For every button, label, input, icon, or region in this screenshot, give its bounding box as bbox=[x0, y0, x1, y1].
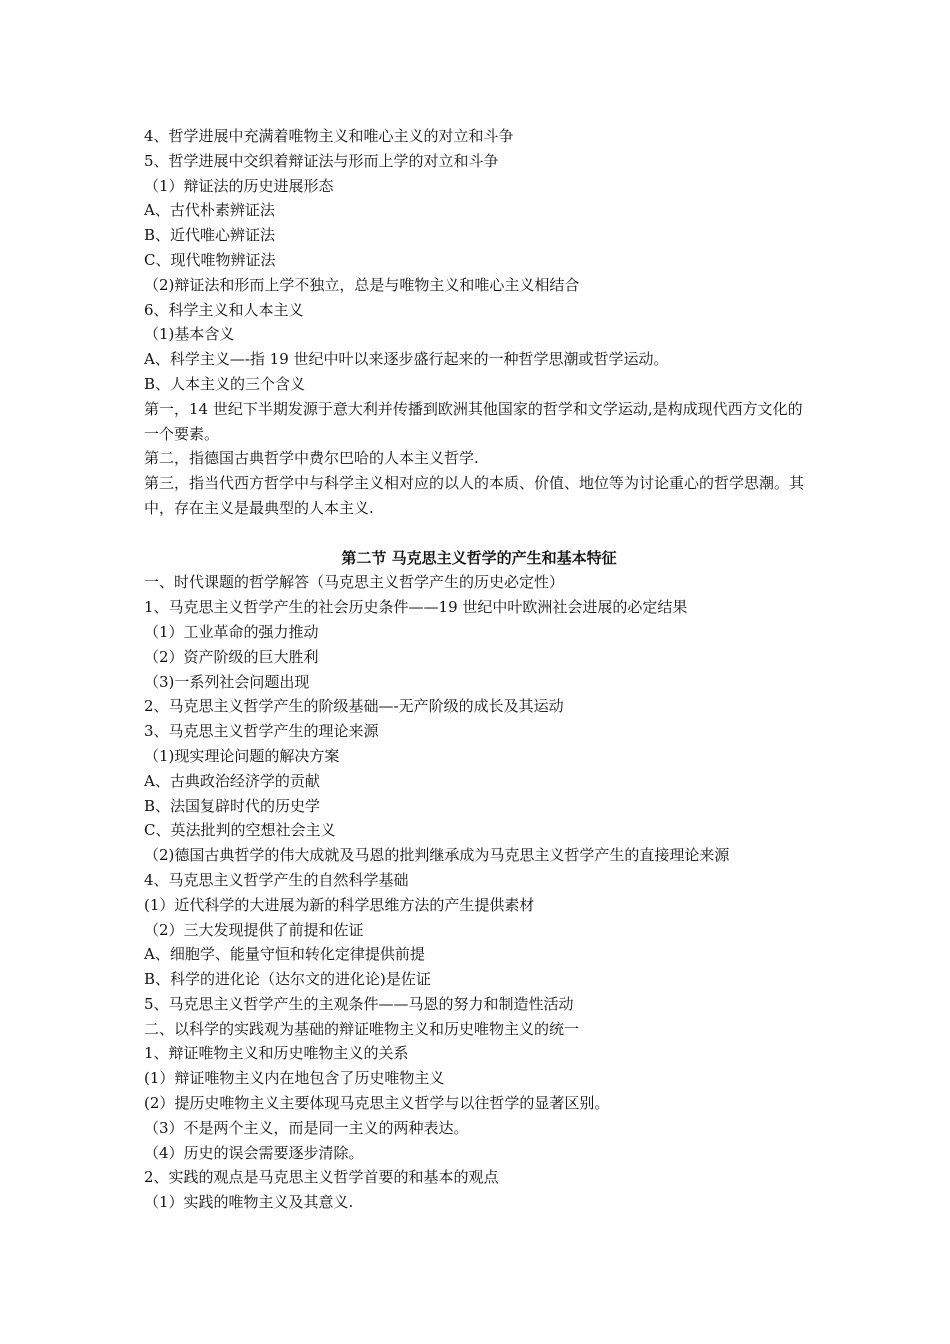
text-line: C、现代唯物辨证法 bbox=[144, 250, 276, 269]
section-heading: 第二节 马克思主义哲学的产生和基本特征 bbox=[341, 548, 617, 567]
text-line: （1）辩证法的历史进展形态 bbox=[144, 176, 334, 195]
text-line: （2)辩证法和形而上学不独立，总是与唯物主义和唯心主义相结合 bbox=[144, 275, 580, 294]
text-paragraph: 第一，14 世纪下半期发源于意大利并传播到欧洲其他国家的哲学和文学运动,是构成现代西方文化的一个要素。 bbox=[144, 399, 803, 443]
text-line: （4）历史的误会需要逐步清除。 bbox=[144, 1143, 364, 1162]
text-line: 5、哲学进展中交织着辩证法与形而上学的对立和斗争 bbox=[144, 151, 499, 170]
text-line: C、英法批判的空想社会主义 bbox=[144, 821, 336, 840]
text-paragraph: 第三，指当代西方哲学中与科学主义相对应的以人的本质、价值、地位等为讨论重心的哲学思潮。其中，存在主义是最典型的人本主义. bbox=[144, 474, 805, 517]
text-line: 一、时代课题的哲学解答（马克思主义哲学产生的历史必定性） bbox=[144, 573, 565, 592]
blank-line bbox=[144, 521, 814, 546]
text-line: 3、马克思主义哲学产生的理论来源 bbox=[144, 722, 379, 741]
text-line: 5、马克思主义哲学产生的主观条件——马恩的努力和制造性活动 bbox=[144, 994, 574, 1013]
text-line: (1）辩证唯物主义内在地包含了历史唯物主义 bbox=[144, 1069, 445, 1088]
text-line: 2、马克思主义哲学产生的阶级基础—-无产阶级的成长及其运动 bbox=[144, 697, 564, 716]
text-line: B、近代唯心辨证法 bbox=[144, 226, 276, 245]
text-line: 第二，指德国古典哲学中费尔巴哈的人本主义哲学. bbox=[144, 449, 479, 468]
text-line: （2）三大发现提供了前提和佐证 bbox=[144, 920, 364, 939]
text-line: A、古典政治经济学的贡献 bbox=[144, 771, 320, 790]
text-line: （3)一系列社会问题出现 bbox=[144, 672, 310, 691]
text-line: （2）资产阶级的巨大胜利 bbox=[144, 647, 319, 666]
text-line: 1、辩证唯物主义和历史唯物主义的关系 bbox=[144, 1044, 409, 1063]
text-line: （1)现实理论问题的解决方案 bbox=[144, 746, 340, 765]
text-line: A、细胞学、能量守恒和转化定律提供前提 bbox=[144, 945, 425, 964]
text-line: 二、以科学的实践观为基础的辩证唯物主义和历史唯物主义的统一 bbox=[144, 1019, 580, 1038]
text-line: A、古代朴素辨证法 bbox=[144, 201, 275, 220]
text-line: 6、科学主义和人本主义 bbox=[144, 300, 304, 319]
text-line: (2）提历史唯物主义主要体现马克思主义哲学与以往哲学的显著区别。 bbox=[144, 1094, 610, 1113]
text-line: （1）工业革命的强力推动 bbox=[144, 622, 319, 641]
text-line: （1）实践的唯物主义及其意义. bbox=[144, 1193, 354, 1212]
text-line: （2)德国古典哲学的伟大成就及马恩的批判继承成为马克思主义哲学产生的直接理论来源 bbox=[144, 846, 730, 865]
text-line: （1)基本含义 bbox=[144, 325, 235, 344]
text-line: （3）不是两个主义，而是同一主义的两种表达。 bbox=[144, 1118, 469, 1137]
document-body bbox=[144, 124, 814, 1215]
text-line: 2、实践的观点是马克思主义哲学首要的和基本的观点 bbox=[144, 1168, 499, 1187]
text-line: B、科学的进化论（达尔文的进化论)是佐证 bbox=[144, 970, 431, 989]
text-line: B、法国复辟时代的历史学 bbox=[144, 796, 321, 815]
text-line: 1、马克思主义哲学产生的社会历史条件——19 世纪中叶欧洲社会进展的必定结果 bbox=[144, 598, 688, 617]
text-line: (1）近代科学的大进展为新的科学思维方法的产生提供素材 bbox=[144, 895, 535, 914]
text-line: B、人本主义的三个含义 bbox=[144, 374, 306, 393]
text-line: A、科学主义—-指 19 世纪中叶以来逐步盛行起来的一种哲学思潮或哲学运动。 bbox=[144, 350, 669, 369]
text-line: 4、哲学进展中充满着唯物主义和唯心主义的对立和斗争 bbox=[144, 127, 514, 145]
text-line: 4、马克思主义哲学产生的自然科学基础 bbox=[144, 870, 409, 889]
